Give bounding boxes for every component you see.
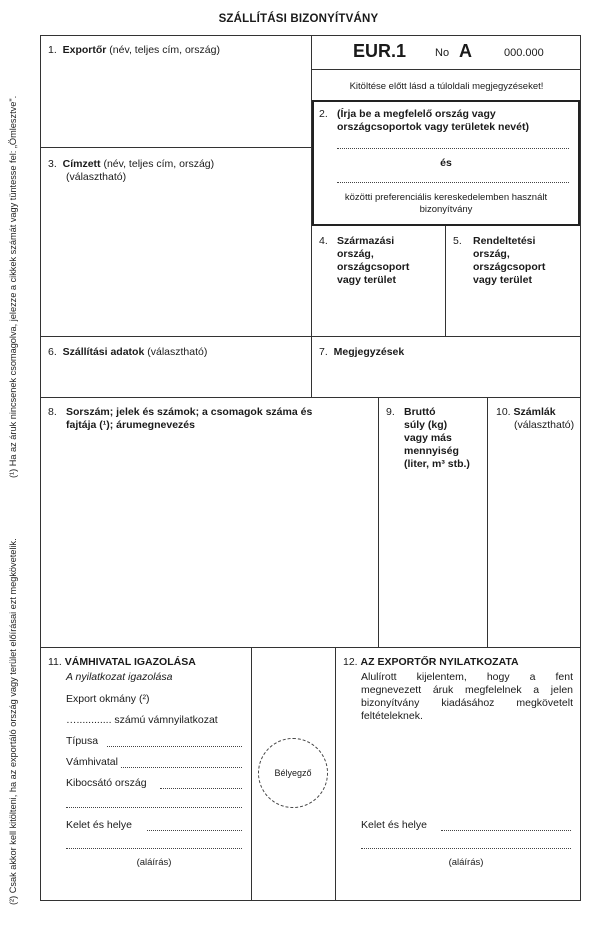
header-note: Kitöltése előtt lásd a túloldali megjegyzéseket! bbox=[349, 81, 544, 92]
box5-field[interactable] bbox=[473, 235, 545, 287]
customs-extra-field[interactable] bbox=[66, 807, 242, 808]
customs-signature-field[interactable] bbox=[66, 848, 242, 849]
declaration-line: megnevezett áruk megfelelnek a jelen bbox=[361, 684, 573, 696]
box5-line: Rendeltetési bbox=[473, 235, 536, 247]
box9-line: (liter, m³ stb.) bbox=[404, 458, 470, 470]
box-number: 3. bbox=[48, 158, 57, 170]
divider bbox=[251, 647, 252, 901]
box2-num: 2. bbox=[319, 108, 328, 120]
box3-field[interactable] bbox=[48, 158, 214, 171]
stamp-label: Bélyegző bbox=[274, 768, 312, 778]
exporter-decl-label: AZ EXPORTŐR NYILATKOZATA bbox=[360, 656, 519, 668]
customs-italic: A nyilatkozat igazolása bbox=[66, 671, 173, 683]
exporter-date-label: Kelet és helye bbox=[361, 819, 427, 831]
series-letter: A bbox=[459, 41, 472, 61]
box4-line: Származási bbox=[337, 235, 395, 247]
box-number: 11. bbox=[48, 656, 62, 668]
box9-line: vagy más bbox=[404, 432, 452, 444]
divider bbox=[335, 647, 336, 901]
divider bbox=[311, 336, 312, 398]
remarks-label: Megjegyzések bbox=[333, 346, 405, 358]
transport-sub: (választható) bbox=[147, 346, 208, 358]
consignee-optional: (választható) bbox=[66, 171, 127, 183]
box4-num: 4. bbox=[319, 235, 328, 247]
customs-date-label: Kelet és helye bbox=[66, 819, 132, 831]
divider bbox=[311, 69, 581, 70]
box8-line: Sorszám; jelek és számok; a csomagok száma és bbox=[66, 406, 313, 418]
box8-num: 8. bbox=[48, 406, 57, 418]
box-number: 12. bbox=[343, 656, 358, 668]
divider bbox=[487, 397, 488, 647]
box7-field[interactable] bbox=[319, 346, 404, 359]
box-number: 1. bbox=[48, 44, 57, 56]
box2-line2: országcsoportok vagy területek nevét) bbox=[337, 121, 529, 133]
box9-field[interactable] bbox=[404, 406, 470, 471]
invoices-label: Számlák bbox=[513, 406, 556, 418]
divider bbox=[445, 226, 446, 337]
issuing-country-label: Kibocsátó ország bbox=[66, 777, 147, 789]
customs-decl-field[interactable]: …............ számú vámnyilatkozat bbox=[66, 714, 218, 726]
type-field[interactable] bbox=[107, 746, 242, 747]
box9-line: mennyiség bbox=[404, 445, 459, 457]
exporter-signature-field[interactable] bbox=[361, 848, 571, 849]
box2-foot1: közötti preferenciális kereskedelemben használt bbox=[344, 192, 548, 203]
box1-field[interactable] bbox=[48, 44, 220, 57]
declaration-line: feltételeknek. bbox=[361, 710, 423, 722]
box2-foot2: bizonyítvány bbox=[419, 204, 473, 215]
export-doc-label: Export okmány (²) bbox=[66, 693, 150, 705]
box2-and: és bbox=[440, 157, 452, 169]
box-number: 6. bbox=[48, 346, 57, 358]
transport-label: Szállítási adatok bbox=[62, 346, 145, 358]
box12-header bbox=[343, 656, 519, 669]
customs-signature-label: (aláírás) bbox=[136, 857, 172, 868]
divider bbox=[40, 397, 581, 398]
box-number: 10. bbox=[496, 406, 511, 418]
customs-date-field[interactable] bbox=[147, 830, 242, 831]
issuing-country-field[interactable] bbox=[160, 788, 242, 789]
declaration-text bbox=[361, 671, 573, 723]
exporter-sub: (név, teljes cím, ország) bbox=[109, 44, 220, 56]
box8-line: fajtája (¹); árumegnevezés bbox=[66, 419, 195, 431]
box8-field[interactable] bbox=[66, 406, 312, 432]
box9-num: 9. bbox=[386, 406, 395, 418]
box2-country1-field[interactable] bbox=[337, 148, 569, 149]
box4-field[interactable] bbox=[337, 235, 409, 287]
box2-country2-field[interactable] bbox=[337, 182, 569, 183]
serial-number: 000.000 bbox=[504, 47, 544, 59]
box-number: 7. bbox=[319, 346, 328, 358]
exporter-label: Exportőr bbox=[62, 44, 107, 56]
box10-field[interactable] bbox=[496, 406, 556, 419]
consignee-label: Címzett bbox=[62, 158, 101, 170]
divider bbox=[40, 147, 312, 148]
declaration-line: Alulírott kijelentem, hogy a fent bbox=[361, 671, 573, 683]
box5-num: 5. bbox=[453, 235, 462, 247]
customs-office-field[interactable] bbox=[121, 767, 242, 768]
exporter-date-field[interactable] bbox=[441, 830, 571, 831]
side-note-1: (¹) Ha az áruk nincsenek csomagolva, jelezze a cikkek számát vagy tüntesse fel: „Ömlesztve". bbox=[8, 95, 18, 478]
customs-label: VÁMHIVATAL IGAZOLÁSA bbox=[64, 656, 196, 668]
box5-line: ország, bbox=[473, 248, 510, 260]
type-label: Típusa bbox=[66, 735, 99, 747]
box9-line: súly (kg) bbox=[404, 419, 448, 431]
exporter-signature-label: (aláírás) bbox=[448, 857, 484, 868]
box4-line: vagy terület bbox=[337, 274, 396, 286]
box4-line: ország, bbox=[337, 248, 374, 260]
box5-line: országcsoport bbox=[473, 261, 546, 273]
no-label: No bbox=[435, 47, 450, 59]
box4-line: országcsoport bbox=[337, 261, 410, 273]
box11-header bbox=[48, 656, 196, 669]
declaration-line: bizonyítvány kiadásához megkövetelt bbox=[361, 697, 573, 709]
divider bbox=[378, 397, 379, 647]
invoices-optional: (választható) bbox=[514, 419, 575, 431]
eur1-title: EUR.1 bbox=[353, 41, 407, 61]
box2-line1: (Írja be a megfelelő ország vagy bbox=[337, 108, 496, 120]
form-title: SZÁLLÍTÁSI BIZONYÍTVÁNY bbox=[218, 13, 379, 25]
box6-field[interactable] bbox=[48, 346, 207, 359]
divider bbox=[40, 647, 581, 648]
customs-office-label: Vámhivatal bbox=[66, 756, 118, 768]
consignee-sub: (név, teljes cím, ország) bbox=[103, 158, 215, 170]
box9-line: Bruttó bbox=[404, 406, 436, 418]
box5-line: vagy terület bbox=[473, 274, 532, 286]
side-note-2: (²) Csak akkor kell kitölteni, ha az exportáló ország vagy terület előírásai ezt megkövetelik. bbox=[8, 538, 18, 905]
